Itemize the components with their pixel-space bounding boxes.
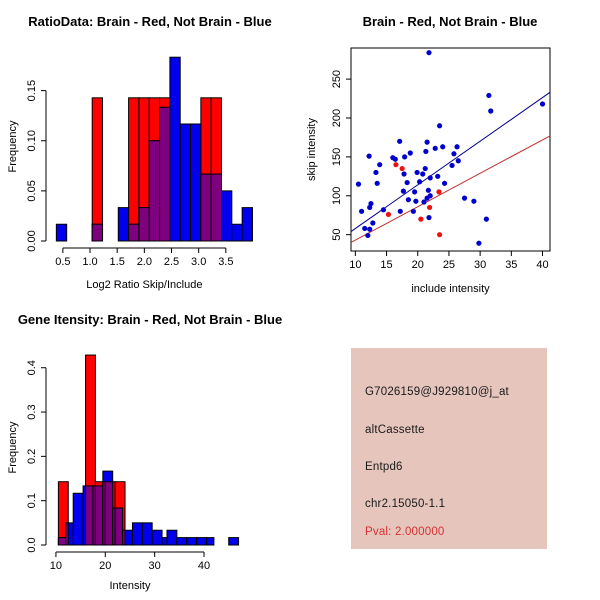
svg-text:10: 10 [49,560,63,572]
svg-text:250: 250 [331,69,343,89]
svg-text:100: 100 [331,186,343,205]
svg-text:0.2: 0.2 [26,448,38,465]
splice-event-text: altCassette [365,424,425,436]
svg-text:Frequency: Frequency [7,120,19,173]
svg-text:150: 150 [331,147,343,167]
svg-text:2.0: 2.0 [136,256,152,268]
panel-gene-histogram [0,300,300,600]
scatter-plot-svg [300,0,600,300]
svg-text:20: 20 [99,560,112,572]
svg-text:Gene Itensity: Brain - Red, No: Gene Itensity: Brain - Red, Not Brain - Blue [17,312,283,327]
svg-text:0.00: 0.00 [26,230,38,252]
ratio-histogram-svg [0,0,300,300]
svg-text:25: 25 [442,259,456,271]
svg-text:20: 20 [411,259,424,271]
svg-text:50: 50 [331,228,343,241]
svg-text:30: 30 [148,560,161,572]
panel-scatter [300,0,600,300]
svg-text:0.15: 0.15 [26,79,38,102]
svg-text:0.4: 0.4 [26,360,38,376]
svg-text:0.10: 0.10 [26,130,38,152]
info-card [351,348,547,549]
svg-text:3.0: 3.0 [191,256,207,268]
svg-text:10: 10 [349,259,362,271]
svg-text:0.1: 0.1 [26,493,38,509]
svg-text:Log2 Ratio Skip/Include: Log2 Ratio Skip/Include [86,279,203,291]
pval-text: Pval: 2.000000 [365,526,445,538]
svg-text:0.5: 0.5 [55,256,71,268]
panel-ratio-histogram [0,0,300,300]
svg-text:1.0: 1.0 [82,256,98,268]
svg-text:1.5: 1.5 [109,256,125,268]
locus-text: chr2.15050-1.1 [365,498,446,510]
svg-text:200: 200 [331,108,343,128]
probe-id-text: G7026159@J929810@j_at [365,386,509,398]
gene-symbol-text: Entpd6 [365,461,403,473]
svg-text:40: 40 [197,560,211,572]
svg-text:2.5: 2.5 [163,256,180,268]
svg-text:RatioData: Brain - Red, Not Br: RatioData: Brain - Red, Not Brain - Blue [28,14,272,29]
svg-text:Intensity: Intensity [109,580,151,592]
gene-histogram-svg [0,300,300,600]
svg-text:Brain - Red, Not Brain - Blue: Brain - Red, Not Brain - Blue [362,14,538,29]
svg-text:40: 40 [536,259,549,271]
svg-text:30: 30 [474,259,487,271]
svg-text:0.0: 0.0 [26,537,38,553]
svg-text:skip intensity: skip intensity [306,118,318,181]
svg-text:Frequency: Frequency [7,421,19,474]
svg-text:0.3: 0.3 [26,404,38,420]
svg-text:15: 15 [380,259,393,271]
svg-text:include intensity: include intensity [411,283,490,295]
svg-text:3.5: 3.5 [218,256,234,268]
panel-info [300,300,600,600]
svg-text:35: 35 [505,259,518,271]
svg-text:0.05: 0.05 [26,180,38,202]
